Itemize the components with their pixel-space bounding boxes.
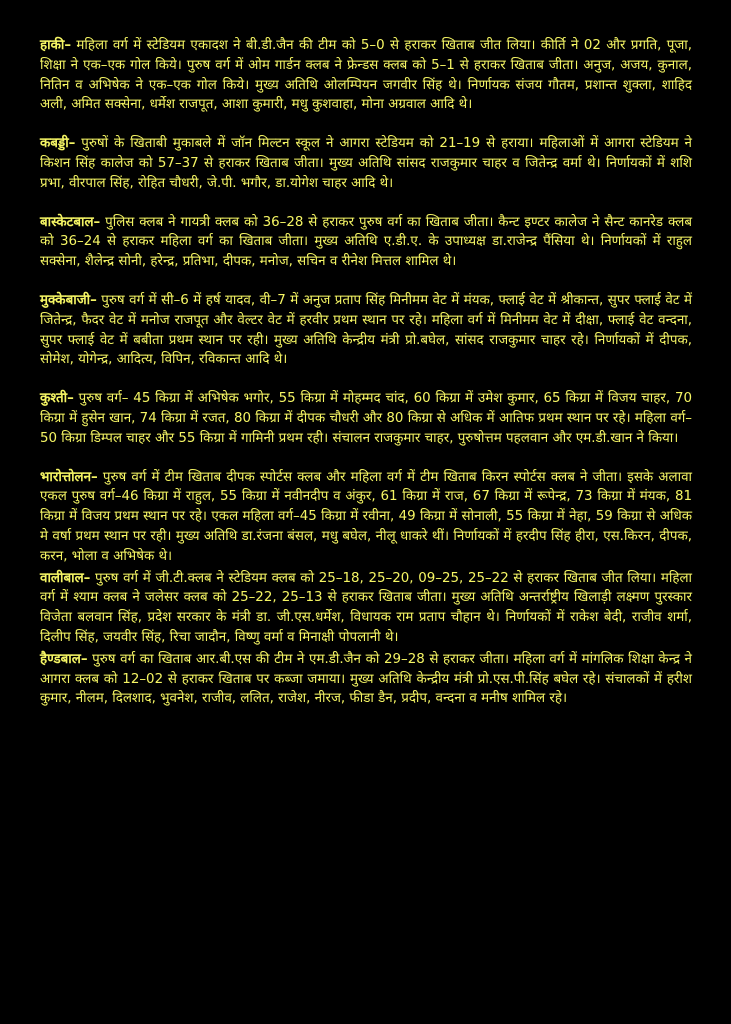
handball-paragraph	[40, 650, 692, 709]
kabaddi-paragraph	[40, 134, 692, 193]
kabaddi-heading: कबड्डी–	[40, 136, 76, 152]
basketball-paragraph	[40, 213, 692, 272]
boxing-paragraph	[40, 291, 692, 370]
weightlifting-text: पुरुष वर्ग में टीम खिताब दीपक स्पोर्टस क्लब और महिला वर्ग में टीम खिताब किरन स्पोर्टस क्लब ने जीता। इसके अलावा एकल पुरुष वर्ग–46 किग्रा में राहुल, 55 किग्रा में नवीनदीप व अंकुर, 61 किग्रा में राज, 67 किग्रा में रूपेन्द्र, 73 किग्रा में मंयक, 81 किग्रा में विजय प्रथम स्थान पर रहे। एकल महिला वर्ग–45 किग्रा में रवीना, 49 किग्रा में सोनाली, 55 किग्रा में नेहा, 59 किग्रा से अधिक मे वर्षा प्रथम स्थान पर रही। मुख्य अतिथि डा.रंजना बंसल, मधु बघेल, नीलू धाकरे थीं। निर्णायकों में हरदीप सिंह हीरा, एस.किरन, दीपक, करन, भोला व अभिषेक थे।	[40, 469, 692, 564]
basketball-text: पुलिस क्लब ने गायत्री क्लब को 36–28 से हराकर पुरुष वर्ग का खिताब जीता। कैन्ट इण्टर कालेज ने सैन्ट कानरेड क्लब को 36–24 से हराकर महिला वर्ग का खिताब जीता। मुख्य अतिथि ए.डी.ए. के उपाध्यक्ष डा.राजेन्द्र पैंसिया थे। निर्णायकों में राहुल सक्सेना, शैलेन्द्र सोनी, हरेन्द्र, प्रतिभा, दीपक, मनोज, सचिन व रीनेश मित्तल शामिल थे।	[40, 214, 692, 270]
volleyball-text: पुरुष वर्ग में जी.टी.क्लब ने स्टेडियम क्लब को 25–18, 25–20, 09–25, 25–22 से हराकर खिताब जीत लिया। महिला वर्ग में श्याम क्लब ने जलेसर क्लब को 25–22, 25–13 से हराकर खिताब जीता। मुख्य अतिथि अन्तर्राष्ट्रीय खिलाड़ी लक्ष्मण पुरस्कार विजेता बलवान सिंह, प्रदेश सरकार के मंत्री डा. जी.एस.धर्मेश, विधायक राम प्रताप चौहान थे। निर्णायकों में राकेश बेदी, राजीव शर्मा, दिलीप सिंह, जयवीर सिंह, रिचा जादौन, विष्णु वर्मा व मिनाक्षी पोपलानी थे।	[40, 570, 692, 645]
weightlifting-paragraph	[40, 468, 692, 567]
boxing-text: पुरुष वर्ग में सी–6 में हर्ष यादव, वी–7 में अनुज प्रताप सिंह मिनीमम वेट में मंयक, फ्लाई वेट में श्रीकान्त, सुपर फ्लाई वेट में जितेन्द्र, फैदर वेट में मनोज राजपूत और वेल्टर वेट में हरवीर प्रथम स्थान पर रहे। महिला वर्ग में मिनीमम वेट में दीक्षा, फ्लाई वेट वन्दना, सुपर फ्लाई वेट में बबीता प्रथम स्थान पर रही। मुख्य अतिथि केन्द्रीय मंत्री प्रो.बघेल, सांसद राजकुमार चाहर रहे। निर्णायकों में दीपक, सोमेश, योगेन्द्र, आदित्य, विपिन, रविकान्त आदि थे।	[40, 292, 692, 368]
hockey-text: महिला वर्ग में स्टेडियम एकादश ने बी.डी.जैन की टीम को 5–0 से हराकर खिताब जीत लिया। कीर्ति ने 02 और प्रगति, पूजा, शिक्षा ने एक–एक गोल किये। पुरुष वर्ग में ओम गार्डन क्लब ने फ्रेन्डस क्लब को 5–1 से हराकर खिताब जीता। अनुज, अजय, कुनाल, नितिन व अभिषेक ने एक–एक गोल किये। मुख्य अतिथि ओलम्पियन जगवीर सिंह थे। निर्णायक संजय गौतम, प्रशान्त शुक्ला, शाहिद अली, अमित सक्सेना, धर्मेश राजपूत, आशा कुमारी, मधु कुशवाहा, मोना अग्रवाल आदि थे।	[40, 38, 692, 113]
kabaddi-text: पुरुषों के खिताबी मुकाबले में जॉन मिल्टन स्कूल ने आगरा स्टेडियम को 21–19 से हराया। महिलाओं में आगरा स्टेडियम ने किशन सिंह कालेज को 57–37 से हराकर खिताब जीता। मुख्य अतिथि सांसद राजकुमार चाहर व जितेन्द्र वर्मा थे। निर्णायकों में शशि प्रभा, वीरपाल सिंह, रोहित चौधरी, जे.पी. भगौर, डा.योगेश चाहर आदि थे।	[40, 136, 692, 191]
sports-results-document	[40, 36, 692, 709]
volleyball-paragraph	[40, 569, 692, 648]
boxing-heading: मुक्केबाजी–	[40, 292, 97, 308]
wrestling-paragraph	[40, 389, 692, 448]
basketball-heading: बास्केटबाल–	[40, 214, 101, 230]
handball-heading: हैण्डबाल–	[40, 651, 88, 667]
wrestling-text: पुरुष वर्ग– 45 किग्रा में अभिषेक भगोर, 55 किग्रा में मोहम्मद चांद, 60 किग्रा में उमेश कुमार, 65 किग्रा में विजय चाहर, 70 किग्रा में हुसेन खान, 74 किग्रा में रजत, 80 किग्रा में दीपक चौधरी और 80 किग्रा से अधिक में आतिफ प्रथम स्थान पर रहे। महिला वर्ग– 50 किग्रा डिम्पल चाहर और 55 किग्रा में गामिनी प्रथम रही। संचालन राजकुमार चाहर, पुरुषोत्तम पहलवान और एम.डी.खान ने किया।	[40, 391, 692, 446]
hockey-heading: हाकी–	[40, 38, 72, 53]
weightlifting-heading: भारोत्तोलन–	[40, 469, 98, 485]
volleyball-heading: वालीबाल–	[40, 570, 91, 586]
handball-text: पुरुष वर्ग का खिताब आर.बी.एस की टीम ने एम.डी.जैन को 29–28 से हराकर जीता। महिला वर्ग में मांगलिक शिक्षा केन्द्र ने आगरा क्लब को 12–02 से हराकर खिताब पर कब्जा जमाया। मुख्य अतिथि केन्द्रीय मंत्री प्रो.एस.पी.सिंह बघेल रहे। संचालकों में हरीश कुमार, नीलम, दिलशाद, भुवनेश, राजीव, ललित, राजेश, नीरज, फीडा डैन, प्रदीप, वन्दना व मनीष शामिल रहे।	[40, 651, 692, 707]
wrestling-heading: कुश्ती–	[40, 391, 74, 407]
hockey-paragraph	[40, 36, 692, 115]
